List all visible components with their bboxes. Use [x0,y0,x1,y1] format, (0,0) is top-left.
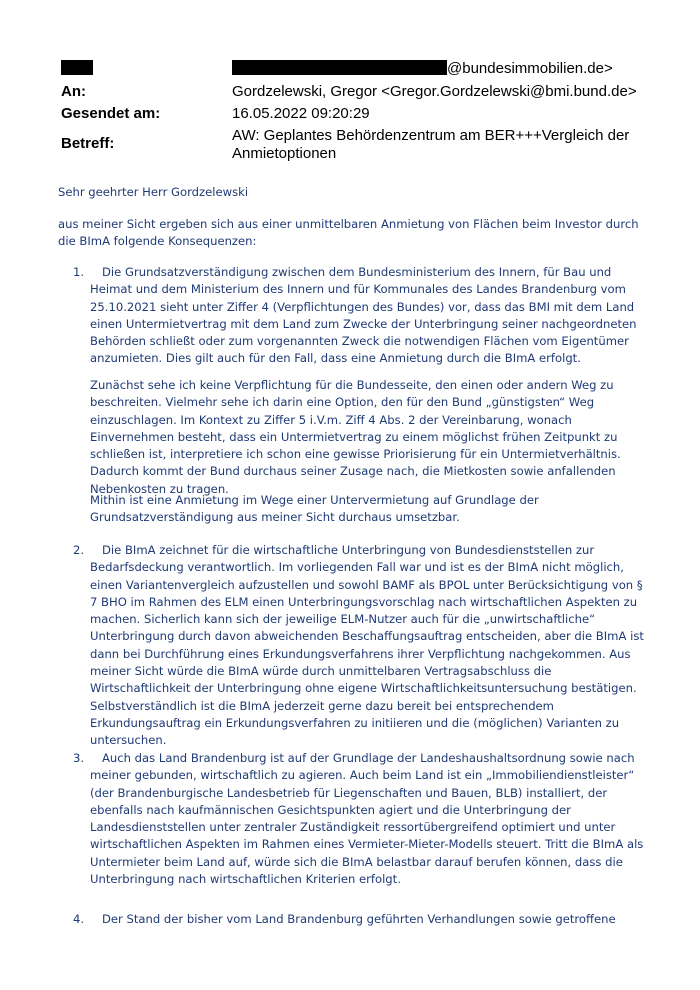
sent-label: Gesendet am: [61,105,161,122]
paragraph: Auch das Land Brandenburg ist auf der Grundlage der Landeshaushaltsordnung sowie nach meiner gebunden, wirtschaftlich zu agieren. Auch beim Land ist ein „Immobiliendienstleister“ (der Brandenburgische Landesbetrieb für Liegenschaften und Bauen, BLB) installiert, der ebenfalls nach kaufmännischen Gesichtspunkten agiert und die Unterbringung der Landesdienststellen unter zentraler Zuständigkeit ressortübergreifend optimiert und unter wirtschaftlichen Aspekten im Rahmen eines Vermieter-Mieter-Modells steuert. Tritt die BImA als Untermieter beim Land auf, würde sich die BImA belastbar darauf berufen können, dass die Unterbringung nach wirtschaftlichen Kriterien erfolgt. [90,751,644,887]
greeting: Sehr geehrter Herr Gordzelewski [58,185,249,199]
subject-value [232,127,629,163]
to-value: Gordzelewski, Gregor <Gregor.Gordzelewski@bmi.bund.de> [232,83,637,100]
subject-line-1: AW: Geplantes Behördenzentrum am BER+++Vergleich der [232,127,630,144]
paragraph: Der Stand der bisher vom Land Brandenburg geführten Verhandlungen sowie getroffene [102,912,616,926]
item-number: 4. [73,912,85,926]
paragraph: Zunächst sehe ich keine Verpflichtung für die Bundesseite, den einen oder andern Weg zu beschreiten. Vielmehr sehe ich darin eine Option, den für den Bund „günstigsten“ Weg einzuschlagen. Im Kontext zu Ziffer 5 i.V.m. Ziff 4 Abs. 2 der Vereinbarung, wonach Einvernehmen besteht, dass ein Untermietvertrag zu einem möglichst frühen Zeitpunkt zu schließen ist, interpretiere ich schon eine gewisse Priorisierung für ein Untermietverhältnis. Dadurch kommt der Bund durchaus seiner Zusage nach, die Mietkosten sowie anfallenden Nebenkosten zu tragen. [90,378,621,496]
from-domain: @bundesimmobilien.de> [447,60,613,77]
subject-line-2: Anmietoptionen [232,145,337,162]
item-number: 1. [73,265,85,279]
list-item-1-para-3 [90,492,646,527]
list-item-1-para-2 [90,377,646,498]
list-item-2 [90,542,646,750]
redaction-box [232,60,447,75]
item-number: 2. [73,543,85,557]
subject-row [61,127,661,167]
from-value [232,60,613,77]
to-label: An: [61,83,86,100]
item-number: 3. [73,751,85,765]
paragraph: Mithin ist eine Anmietung im Wege einer Untervermietung auf Grundlage der Grundsatzverständigung aus meiner Sicht durchaus umsetzbar. [90,493,539,525]
subject-label: Betreff: [61,135,115,152]
paragraph: Die Grundsatzverständigung zwischen dem Bundesministerium des Innern, für Bau und Heimat und dem Ministerium des Innern und für Kommunales des Landes Brandenburg vom 25.10.2021 sieht unter Ziffer 4 (Verpflichtungen des Bundes) vor, dass das BMI mit dem Land einen Untermietvertrag mit dem Land zum Zwecke der Unterbringung seiner nachgeordneten Behörden schließt oder zum vorgenannten Zweck die notwendigen Flächen vom Eigentümer anzumieten. Dies gilt auch für den Fall, dass eine Anmietung durch die BImA erfolgt. [90,265,637,366]
sent-value: 16.05.2022 09:20:29 [232,105,370,122]
list-item-3 [90,750,646,888]
paragraph: Die BImA zeichnet für die wirtschaftliche Unterbringung von Bundesdienststellen zur Bedarfsdeckung verantwortlich. Im vorliegenden Fall war und ist es der BImA nicht möglich, einen Variantenvergleich aufzustellen und sowohl BAMF als BPOL unter Berücksichtigung von § 7 BHO im Rahmen des ELM einen Unterbringungsvorschlag nach wirtschaftlichen Aspekten zu machen. Sicherlich kann sich der jeweilige ELM-Nutzer auch für die „unwirtschaftliche“ Unterbringung durch davon abweichenden Beschaffungsauftrag entscheiden, aber die BImA ist dann bei Durchführung eines Erkundungsverfahrens ihrer Verpflichtung nachgekommen. Aus meiner Sicht würde die BImA würde durch unmittelbaren Vertragsabschluss die Wirtschaftlichkeit der Unterbringung ohne eigene Wirtschaftlichkeitsuntersuchung bestätigen. Selbstverständlich ist die BImA jederzeit gerne dazu bereit bei entsprechendem Erkundungsauftrag ein Erkundungsverfahren zu initiieren und die (möglichen) Varianten zu untersuchen. [90,543,644,748]
redaction-box [61,60,93,75]
intro-paragraph: aus meiner Sicht ergeben sich aus einer unmittelbaren Anmietung von Flächen beim Investor durch die BImA folgende Konsequenzen: [58,217,639,249]
list-item-1 [90,264,646,368]
list-item-4 [90,911,646,928]
